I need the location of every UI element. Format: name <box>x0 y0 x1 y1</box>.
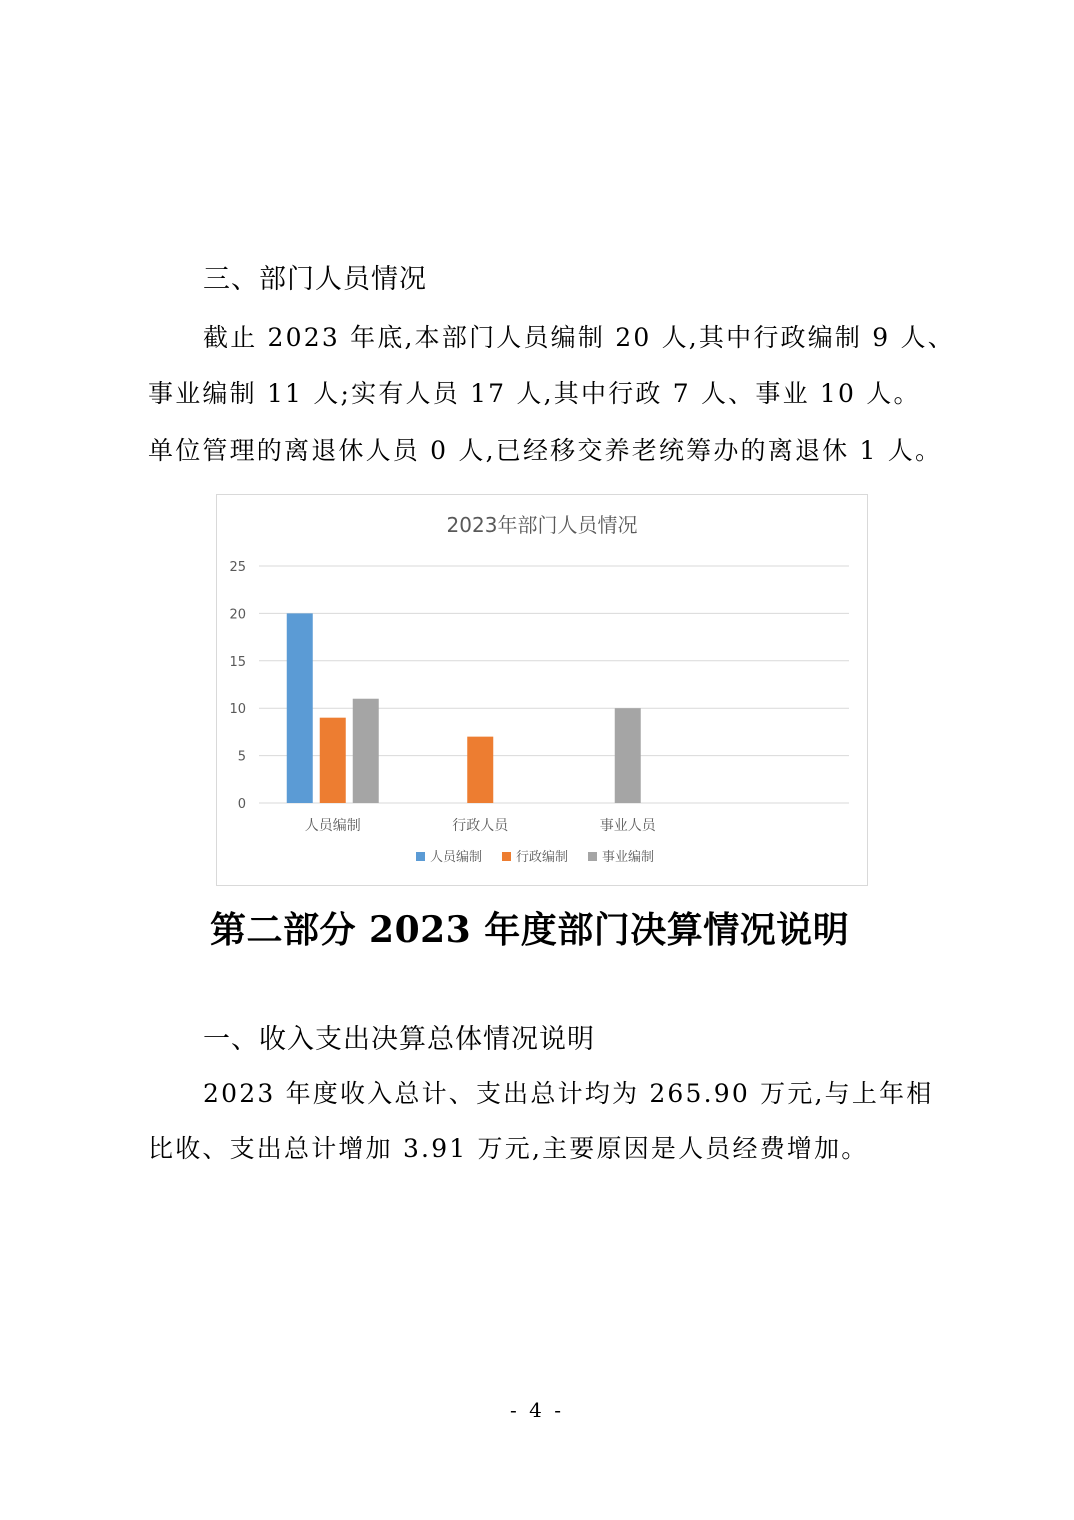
legend-swatch <box>588 852 597 861</box>
staff-chart-svg <box>217 495 867 885</box>
paragraph-line: 事业编制 11 人;实有人员 17 人,其中行政 7 人、事业 10 人。 <box>148 379 921 408</box>
bar <box>615 708 641 803</box>
chart-title: 2023年部门人员情况 <box>446 513 638 537</box>
part-two-title: 第二部分 2023 年度部门决算情况说明 <box>210 909 850 951</box>
y-tick-label: 15 <box>229 654 246 670</box>
legend-label: 人员编制 <box>430 850 483 865</box>
paragraph-line: 单位管理的离退休人员 0 人,已经移交养老统筹办的离退休 1 人。 <box>148 436 943 465</box>
bar <box>320 718 346 803</box>
staff-chart <box>216 494 868 886</box>
page-number: - 4 - <box>510 1398 564 1422</box>
bar <box>353 699 379 803</box>
y-tick-label: 0 <box>237 797 246 812</box>
legend-swatch <box>502 852 511 861</box>
y-tick-label: 25 <box>229 560 246 575</box>
legend-label: 事业编制 <box>602 850 655 865</box>
x-category-label: 人员编制 <box>304 818 361 834</box>
x-category-label: 行政人员 <box>452 818 509 834</box>
section-heading-staff: 三、部门人员情况 <box>203 264 427 295</box>
y-tick-label: 10 <box>229 702 246 718</box>
legend-swatch <box>416 852 425 861</box>
x-category-label: 事业人员 <box>599 818 656 834</box>
bar <box>287 613 313 803</box>
paragraph-line: 2023 年度收入总计、支出总计均为 265.90 万元,与上年相 <box>203 1079 934 1108</box>
paragraph-line: 截止 2023 年底,本部门人员编制 20 人,其中行政编制 9 人、 <box>203 323 955 352</box>
section-heading-income-expense: 一、收入支出决算总体情况说明 <box>203 1024 595 1055</box>
bar <box>467 737 493 803</box>
y-tick-label: 20 <box>229 607 246 623</box>
paragraph-line: 比收、支出总计增加 3.91 万元,主要原因是人员经费增加。 <box>148 1134 869 1163</box>
legend-label: 行政编制 <box>516 850 569 865</box>
y-tick-label: 5 <box>237 749 246 765</box>
